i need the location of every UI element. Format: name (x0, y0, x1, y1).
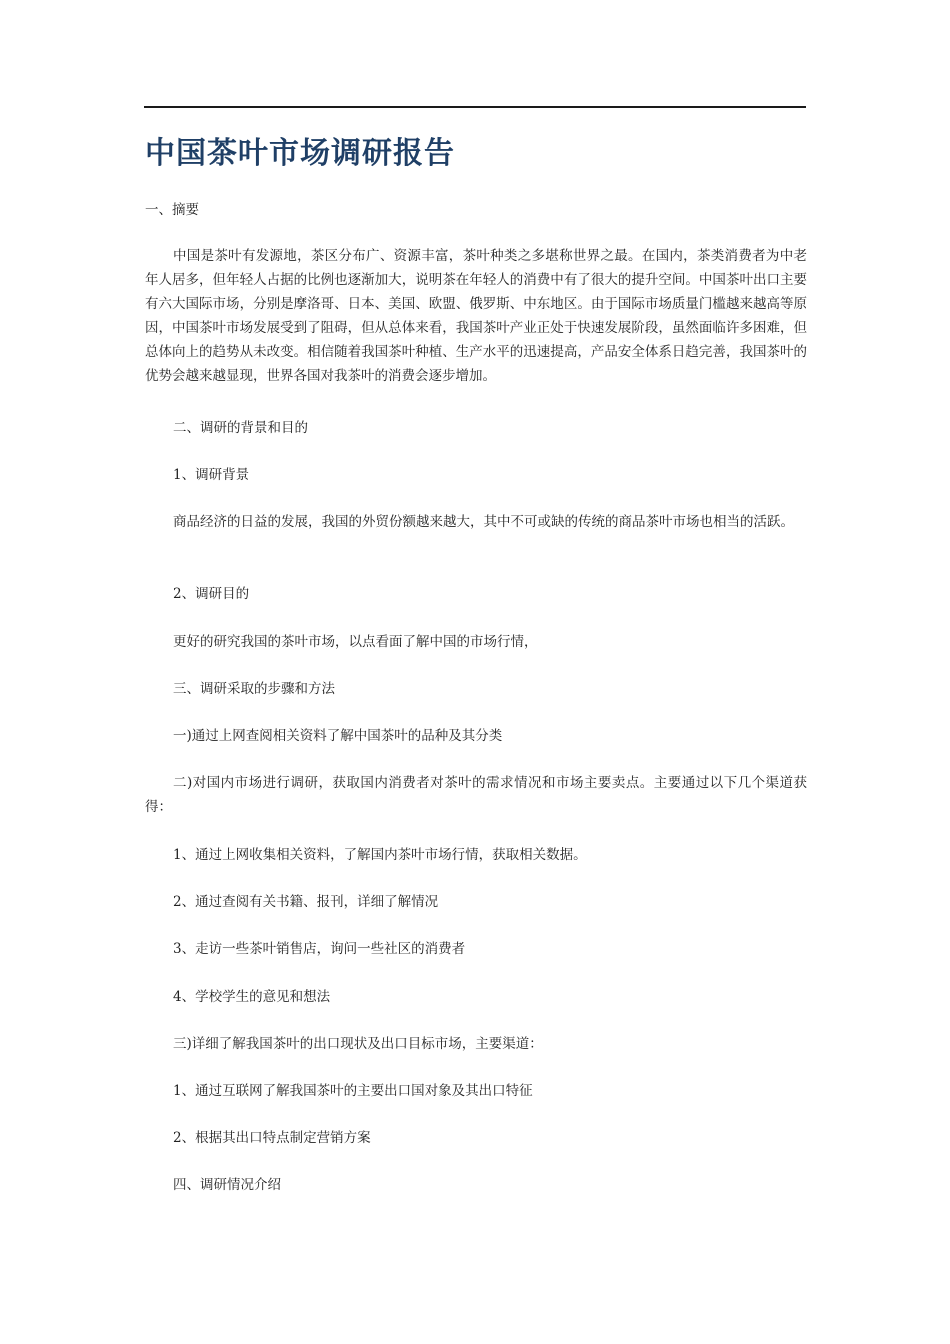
method-item-1: 一)通过上网查阅相关资料了解中国茶叶的品种及其分类 (173, 728, 503, 744)
background-paragraph: 商品经济的日益的发展，我国的外贸份额越来越大，其中不可或缺的传统的商品茶叶市场也相当的活跃。 (173, 514, 794, 530)
summary-paragraph: 中国是茶叶有发源地，茶区分布广、资源丰富，茶叶种类之多堪称世界之最。在国内，茶类消费者为中老年人居多，但年轻人占据的比例也逐渐加大，说明茶在年轻人的消费中有了很大的提升空间。中国茶叶出口主要有六大国际市场，分别是摩洛哥、日本、美国、欧盟、俄罗斯、中东地区。由于国际市场质量门槛越来越高等原因，中国茶叶市场发展受到了阻碍，但从总体来看，我国茶叶产业正处于快速发展阶段，虽然面临许多困难，但总体向上的趋势从未改变。相信随着我国茶叶种植、生产水平的迅速提高，产品安全体系日趋完善，我国茶叶的优势会越来越显现，世界各国对我茶叶的消费会逐步增加。 (145, 248, 807, 384)
channel-item-3: 3、走访一些茶叶销售店，询问一些社区的消费者 (173, 941, 466, 957)
section-heading-methods: 三、调研采取的步骤和方法 (173, 681, 335, 697)
header-rule (144, 106, 806, 108)
method-item-3: 三)详细了解我国茶叶的出口现状及出口目标市场，主要渠道： (173, 1036, 543, 1052)
section-heading-background: 二、调研的背景和目的 (173, 420, 308, 436)
purpose-paragraph: 更好的研究我国的茶叶市场，以点看面了解中国的市场行情， (173, 634, 538, 650)
export-item-1: 1、通过互联网了解我国茶叶的主要出口国对象及其出口特征 (173, 1083, 533, 1099)
document-title: 中国茶叶市场调研报告 (145, 136, 455, 171)
channel-item-2: 2、通过查阅有关书籍、报刊，详细了解情况 (173, 894, 439, 910)
subheading-purpose: 2、调研目的 (173, 586, 250, 602)
section-heading-findings: 四、调研情况介绍 (173, 1177, 281, 1193)
subheading-background: 1、调研背景 (173, 467, 250, 483)
channel-item-1: 1、通过上网收集相关资料，了解国内茶叶市场行情，获取相关数据。 (173, 847, 587, 863)
method-item-2: 二)对国内市场进行调研，获取国内消费者对茶叶的需求情况和市场主要卖点。主要通过以下几个渠道获得： (145, 775, 807, 815)
export-item-2: 2、根据其出口特点制定营销方案 (173, 1130, 371, 1146)
section-heading-summary: 一、摘要 (145, 202, 199, 218)
channel-item-4: 4、学校学生的意见和想法 (173, 989, 331, 1005)
